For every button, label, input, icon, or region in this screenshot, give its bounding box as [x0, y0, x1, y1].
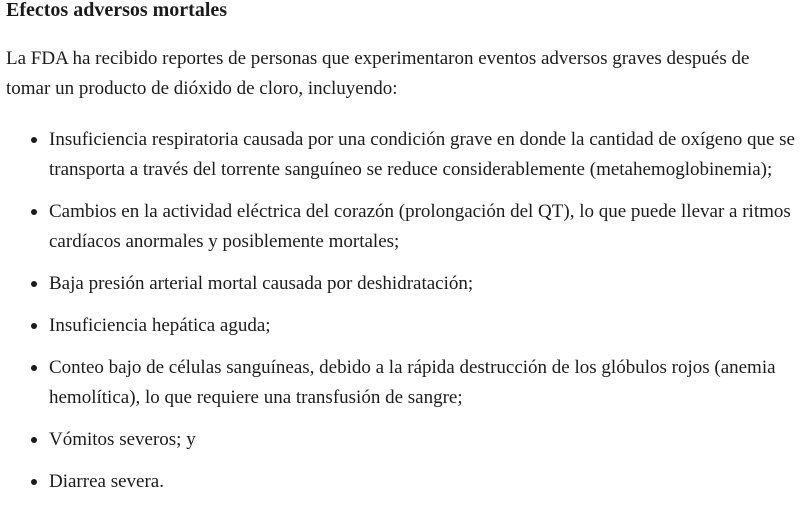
list-item-text: Insuficiencia respiratoria causada por una condición grave en donde la cantidad de oxígeno que se transporta a través del torrente sanguíneo se reduce considerablemente (metahemoglobinemia); [49, 129, 795, 180]
list-item-text: Diarrea severa. [49, 471, 164, 492]
list-item-text: Vómitos severos; y [49, 429, 196, 450]
article-section [6, 0, 796, 509]
bullet-icon [31, 323, 37, 329]
list-item [6, 353, 796, 413]
bullet-icon [31, 137, 37, 143]
bullet-icon [31, 479, 37, 485]
list-item-text: Conteo bajo de células sanguíneas, debido a la rápida destrucción de los glóbulos rojos (anemia hemolítica), lo que requiere una transfusión de sangre; [49, 357, 776, 408]
list-item [6, 197, 796, 257]
bullet-icon [31, 209, 37, 215]
bullet-icon [31, 365, 37, 371]
list-item-text: Insuficiencia hepática aguda; [49, 315, 271, 336]
list-item [6, 425, 796, 455]
list-item [6, 125, 796, 185]
list-item-text: Baja presión arterial mortal causada por deshidratación; [49, 273, 474, 294]
list-item [6, 311, 796, 341]
section-heading: Efectos adversos mortales [6, 0, 228, 21]
list-item [6, 269, 796, 299]
adverse-effects-list [6, 125, 796, 497]
bullet-icon [31, 281, 37, 287]
intro-paragraph: La FDA ha recibido reportes de personas que experimentaron eventos adversos graves después de tomar un producto de dióxido de cloro, incluyendo: [6, 48, 750, 99]
list-item [6, 467, 796, 497]
bullet-icon [31, 437, 37, 443]
list-item-text: Cambios en la actividad eléctrica del corazón (prolongación del QT), lo que puede llevar a ritmos cardíacos anormales y posiblemente mortales; [49, 201, 791, 252]
